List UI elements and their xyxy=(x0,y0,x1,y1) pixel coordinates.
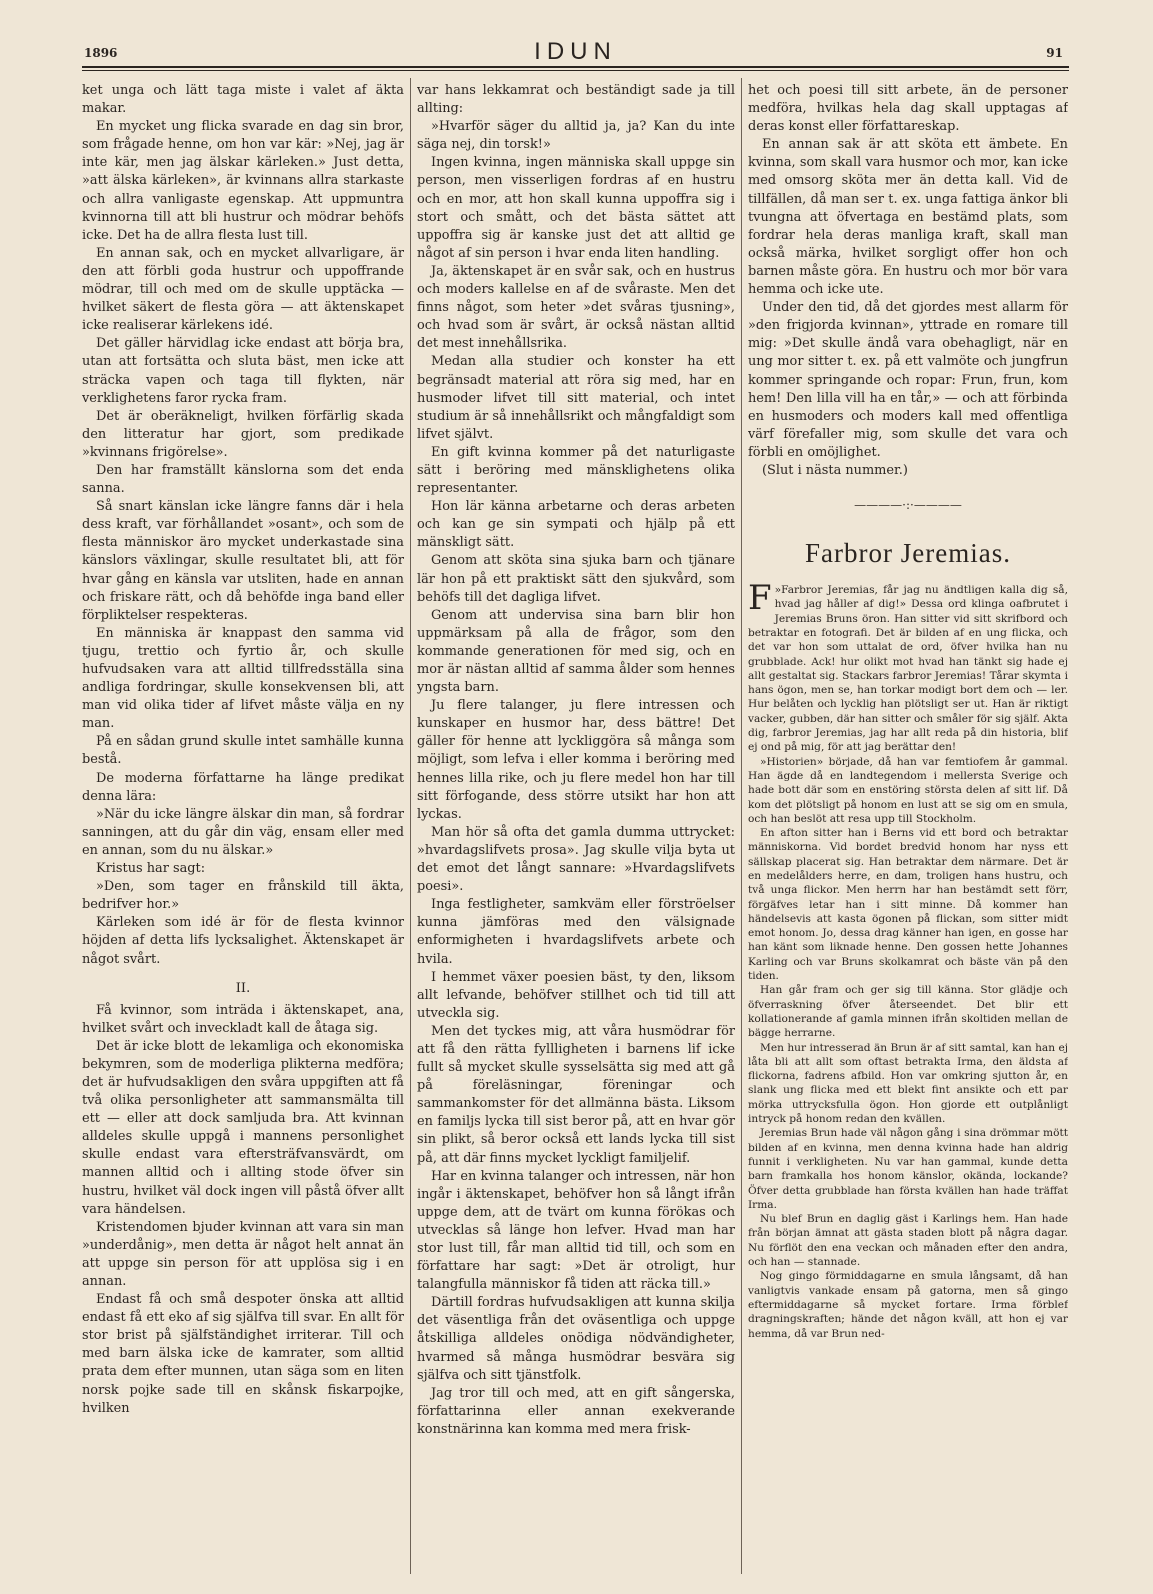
paragraph: Jag tror till och med, att en gift sångerska, författarinna eller annan exekverande konstnärinna kan komma med mera frisk- xyxy=(417,1385,735,1437)
paragraph: Nu blef Brun en daglig gäst i Karlings hem. Han hade från början ämnat att gästa staden blott på några dagar. Nu förflöt den ena veckan och månaden efter den andra, och han — stannade. xyxy=(748,1213,1068,1269)
header-rule-thick xyxy=(82,66,1069,68)
paragraph: Kristus har sagt: xyxy=(96,861,206,877)
column-divider xyxy=(741,78,742,1574)
paragraph: het och poesi till sitt arbete, än de personer medföra, hvilkas hela dag skall upptagas af deras konst eller författareskap. xyxy=(748,83,1068,135)
paragraph: Kärleken som idé är för de flesta kvinnor höjden af detta lifs lycksalighet. Äktenskapet är något svårt. xyxy=(82,915,404,967)
paragraph: Få kvinnor, som inträda i äktenskapet, ana, hvilket svårt och inveckladt kall de åtaga sig. xyxy=(82,1002,404,1036)
paragraph: Endast få och små despoter önska att alltid endast få ett eko af sig själfva till svar. En allt för stor brist på själfständighet irriterar. Till och med barn älska icke de kamrater, som alltid prata dem efter munnen, utan säga som en liten norsk pojke sade till en skånsk fiskarpojke, hvilken xyxy=(82,1292,404,1416)
magazine-title: IDUN xyxy=(534,38,617,65)
continuation-note: (Slut i nästa nummer.) xyxy=(762,462,908,478)
paragraph: Genom att undervisa sina barn blir hon uppmärksam på alla de frågor, som den kommande generationen för med sig, och en mor är nästan alltid af samma ålder som hennes yngsta barn. xyxy=(417,607,735,696)
paragraph: var hans lekkamrat och beständigt sade ja till allting: xyxy=(417,83,735,117)
paragraph: »Hvarför säger du alltid ja, ja? Kan du inte säga nej, din torsk!» xyxy=(417,119,735,153)
paragraph: Man hör så ofta det gamla dumma uttrycket: »hvardagslifvets prosa». Jag skulle vilja byta ut det emot det långt sannare: »Hvardagslifvets poesi». xyxy=(417,824,735,895)
paragraph: Jeremias Brun hade väl någon gång i sina drömmar mött bilden af en kvinna, men denna kvinna hade han aldrig funnit i verkligheten. Nu var han gammal, kunde detta barn framkalla hos honom känslor, okända, lockande? Öfver detta grubblade han första kvällen han hade träffat Irma. xyxy=(748,1127,1068,1211)
header-rule-thin xyxy=(82,70,1069,71)
paragraph: Har en kvinna talanger och intressen, när hon ingår i äktenskapet, behöfver hon så långt ifrån uppge dem, att de tvärt om kunna förökas och utvecklas så länge hon lefver. Hvad man har stor lust till, får man alltid tid till, och som en författare har sagt: »Det är otroligt, hur talangfulla människor få tiden att räcka till.» xyxy=(417,1168,735,1293)
story-title: Farbror Jeremias. xyxy=(805,538,1011,569)
paragraph: Det är icke blott de lekamliga och ekonomiska bekymren, som de moderliga plikterna medföra; det är hufvudsakligen den svåra uppgiften att få två olika personligheter att sammansmälta till ett — eller att dock samljuda bra. Att kvinnan alldeles skulle uppgå i mannens personlighet skulle endast vara eftersträfvansvärdt, om mannen alltid och i allting stode öfver sin hustru, hvilket väl dock ingen vill påstå öfver allt vara händelsen. xyxy=(82,1038,404,1217)
paragraph: »När du icke längre älskar din man, så fordrar sanningen, att du går din väg, ensam eller med en annan, som du nu älskar.» xyxy=(82,806,404,858)
article-ending xyxy=(748,82,1068,480)
paragraph: De moderna författarne ha länge predikat denna lära: xyxy=(82,770,404,804)
paragraph: Medan alla studier och konster ha ett begränsadt material att röra sig med, har en husmoder lifvet till sitt material, och intet studium är så innehållsrikt och mångfaldigt som lifvet självt. xyxy=(417,354,735,442)
story-opening-paragraph xyxy=(748,578,1068,755)
paragraph: Så snart känslan icke längre fanns där i hela dess kraft, var förhållandet »osant», och som de flesta människor äro mycket underkastade sina känslors växlingar, skulle resultatet bli, att för hvar gång en känsla var utsliten, hade en annan och friskare rätt, och då behöfde inga band eller förpliktelser respekteras. xyxy=(82,499,404,623)
masthead xyxy=(82,38,1069,68)
paragraph: Ju flere talanger, ju flere intressen och kunskaper en husmor har, dess bättre! Det gäller för henne att lyckliggöra så många som möjligt, som lefva i eller komma i beröring med hennes lilla rike, och ju flere medel hon har till sitt förfogande, dess större utsikt har hon att lyckas. xyxy=(417,698,735,822)
paragraph: Kristendomen bjuder kvinnan att vara sin man »underdånig», men detta är något helt annat än att uppge sin person för att upplösa sig i en annan. xyxy=(82,1219,404,1289)
paragraph: En gift kvinna kommer på det naturligaste sätt i beröring med mänsklighetens olika representanter. xyxy=(417,444,735,497)
paragraph: Hon lär känna arbetarne och deras arbeten och kan ge sin sympati och hjälp på ett mänskligt sätt. xyxy=(417,499,735,551)
column-2 xyxy=(417,82,735,1572)
paragraph: Det gäller härvidlag icke endast att börja bra, utan att fortsätta och sluta bäst, men icke att sträcka vapen och taga till flykten, när verklighetens faror rycka fram. xyxy=(82,336,404,406)
paragraph: En människa är knappast den samma vid tjugu, trettio och fyrtio år, och skulle hufvudsaken vara att alltid tillfredsställa sina andliga fordringar, skulle konsekvensen bli, att man vid olika tider af lifvet måste välja en ny man. xyxy=(82,625,404,732)
story-opening-text: »Farbror Jeremias, får jag nu ändtligen kalla dig så, hvad jag håller af dig!» Dessa ord klinga oafbrutet i Jeremias Bruns öron. Han sitter vid sitt skrifbord och betraktar en fotografi. Det är bilden af en ung flicka, och det var hon som uttalat de ord, öfver hvilka han nu grubblade. Ack! hur olikt mot hvad han tänkt sig hade ej allt gestaltat sig. Stackars farbror Jeremias! Tårar skymta i hans ögon, men se, han torkar modigt bort dem och — ler. Hur belåten och lycklig han plötsligt ser ut. Han är riktigt vacker, gubben, där han sitter och småler för sig själf. Akta dig, farbror Jeremias, jag har allt reda på din historia, blif ej ond på mig, för att jag berättar den! xyxy=(748,584,1068,754)
paragraph: En annan sak är att sköta ett ämbete. En kvinna, som skall vara husmor och mor, kan icke med omsorg sköta mer än detta kall. Vid de tillfällen, då man ser t. ex. unga fattiga änkor bli tvungna att öfvertaga en bestämd plats, som fordrar hela deras manliga kraft, skall man också märka, hvilket sorgligt offer hon och barnen måste göra. En hustru och mor bör vara hemma och icke ute. xyxy=(748,137,1068,298)
column-1 xyxy=(82,82,404,1572)
paragraph: I hemmet växer poesien bäst, ty den, liksom allt lefvande, behöfver stillhet och tid till att utveckla sig. xyxy=(417,969,735,1021)
section-numeral: II. xyxy=(235,980,251,996)
paragraph: Nog gingo förmiddagarne en smula långsamt, då han vanligtvis vankade ensam på gatorna, men så gingo eftermiddagarne så mycket fortare. Irma förblef dragningskraften; hände det någon kväll, att hon ej var hemma, då var Brun ned- xyxy=(748,1270,1068,1340)
paragraph: ket unga och lätt taga miste i valet af äkta makar. xyxy=(82,83,404,117)
column-divider xyxy=(410,78,411,1574)
paragraph: Men det tyckes mig, att våra husmödrar för att få den rätta fyllligheten i barnens lif icke fullt så mycket skulle sysselsätta sig med att gå på föreläsningar, föreningar och sammankomster för det allmänna bästa. Liksom en familjs lycka till sist beror på, att en hvar gör sin plikt, så beror också ett lands lycka till sist på, att där finns mycket lyckligt familjelif. xyxy=(417,1023,735,1166)
paragraph: Ja, äktenskapet är en svår sak, och en hustrus och moders kallelse en af de svåraste. Men det finns något, som heter »det svåras tjusning», och hvad som är svårt, är också nästan alltid det mest innehållsrika. xyxy=(417,263,735,352)
paragraph: Han går fram och ger sig till känna. Stor glädje och öfverraskning öfver återseendet. Det blir ett kollationerande af gamla minnen ifrån skoltiden mellan de bägge herrarne. xyxy=(748,984,1068,1040)
page-number: 91 xyxy=(1046,46,1063,60)
paragraph: En annan sak, och en mycket allvarligare, är den att förbli goda hustrur och uppoffrande mödrar, till och med om de skulle upptäcka — hvilket säkert de flesta göra — att äktenskapet icke realiserar kärlekens idé. xyxy=(82,245,404,334)
story-body xyxy=(748,578,1068,1341)
paragraph: En mycket ung flicka svarade en dag sin bror, som frågade henne, om hon var kär: »Nej, jag är inte kär, men jag älskar kärleken.» Just detta, »att älska kärleken», är kvinnans allra starkaste och allra vanligaste egenskap. Att uppmuntra kvinnorna till att bli hustrur och mödrar behöfs icke. Det ha de allra flesta lust till. xyxy=(82,119,404,243)
paragraph: Därtill fordras hufvudsakligen att kunna skilja det väsentliga från det oväsentliga och uppge åtskilliga alldeles onödiga nödvändigheter, hvarmed så många husmödrar besvära sig själfva och sitt tjänstfolk. xyxy=(417,1295,735,1383)
drop-cap: F xyxy=(748,578,772,619)
paragraph: Ingen kvinna, ingen människa skall uppge sin person, men visserligen fordras af en hustru och en mor, att hon skall kunna uppoffra sig i stort och smått, och det bästa sättet att uppoffra sig är kanske just det att alltid ge något af sin person i hvar enda liten handling. xyxy=(417,155,735,261)
paragraph: Den har framställt känslorna som det enda sanna. xyxy=(82,462,404,497)
paragraph: Genom att sköta sina sjuka barn och tjänare lär hon på ett praktiskt sätt den sjukvård, som behöfs till det dagliga lifvet. xyxy=(417,553,735,605)
paragraph: En afton sitter han i Berns vid ett bord och betraktar människorna. Vid bordet bredvid honom har nyss ett sällskap placerat sig. Han betraktar dem närmare. Det är en medelålders herre, en dam, troligen hans hustru, och två unga flickor. Men herrn har han bestämdt sett förr, förgäfves letar han i sitt minne. Då kommer han händelsevis att kasta ögonen på flickan, som sitter midt emot honom. Jo, dessa drag känner han igen, en gosse har han känt som liknade henne. Den gossen hette Johannes Karling och var Bruns skolkamrat och bäste vän på den tiden. xyxy=(748,827,1068,983)
paragraph: Det är oberäkneligt, hvilken förfärlig skada den litteratur har gjort, som predikade »kvinnans frigörelse». xyxy=(82,408,404,460)
paragraph: Men hur intresserad än Brun är af sitt samtal, kan han ej låta bli att allt som oftast betrakta Irma, den äldsta af flickorna, fadrens afbild. Hon var omkring sjutton år, en slank ung flicka med ett blekt fint ansikte och ett par mörka uttrycksfulla ögon. Hon gjorde ett outplånligt intryck på honom redan den kvällen. xyxy=(748,1041,1068,1126)
issue-year: 1896 xyxy=(84,46,118,60)
paragraph: Inga festligheter, samkväm eller förströelser kunna jämföras med den välsignade enformigheten i hvardagslifvets arbete och hvila. xyxy=(417,897,735,967)
paragraph: »Historien» började, då han var femtiofem år gammal. Han ägde då en landtegendom i mellersta Sverige och hade bott där som en enstöring största delen af sitt lif. Då kom det plötsligt på honom en lust att se sig om en smula, och han beslöt att resa upp till Stockholm. xyxy=(748,755,1068,825)
ornament-divider: ————·:·———— xyxy=(854,498,962,513)
column-3 xyxy=(748,82,1068,1572)
paragraph: På en sådan grund skulle intet samhälle kunna bestå. xyxy=(82,734,404,768)
paragraph: »Den, som tager en frånskild till äkta, bedrifver hor.» xyxy=(82,879,404,913)
paragraph: Under den tid, då det gjordes mest allarm för »den frigjorda kvinnan», yttrade en romare till mig: »Det skulle ändå vara obehagligt, när en ung mor sitter t. ex. på ett valmöte och jungfrun kommer springande och ropar: Frun, frun, kom hem! Den lilla vill ha en tår,» — och att förbinda en husmoders och moders kall med offentliga värf förefaller mig, som skulle det vara och förbli en omöjlighet. xyxy=(748,300,1068,460)
